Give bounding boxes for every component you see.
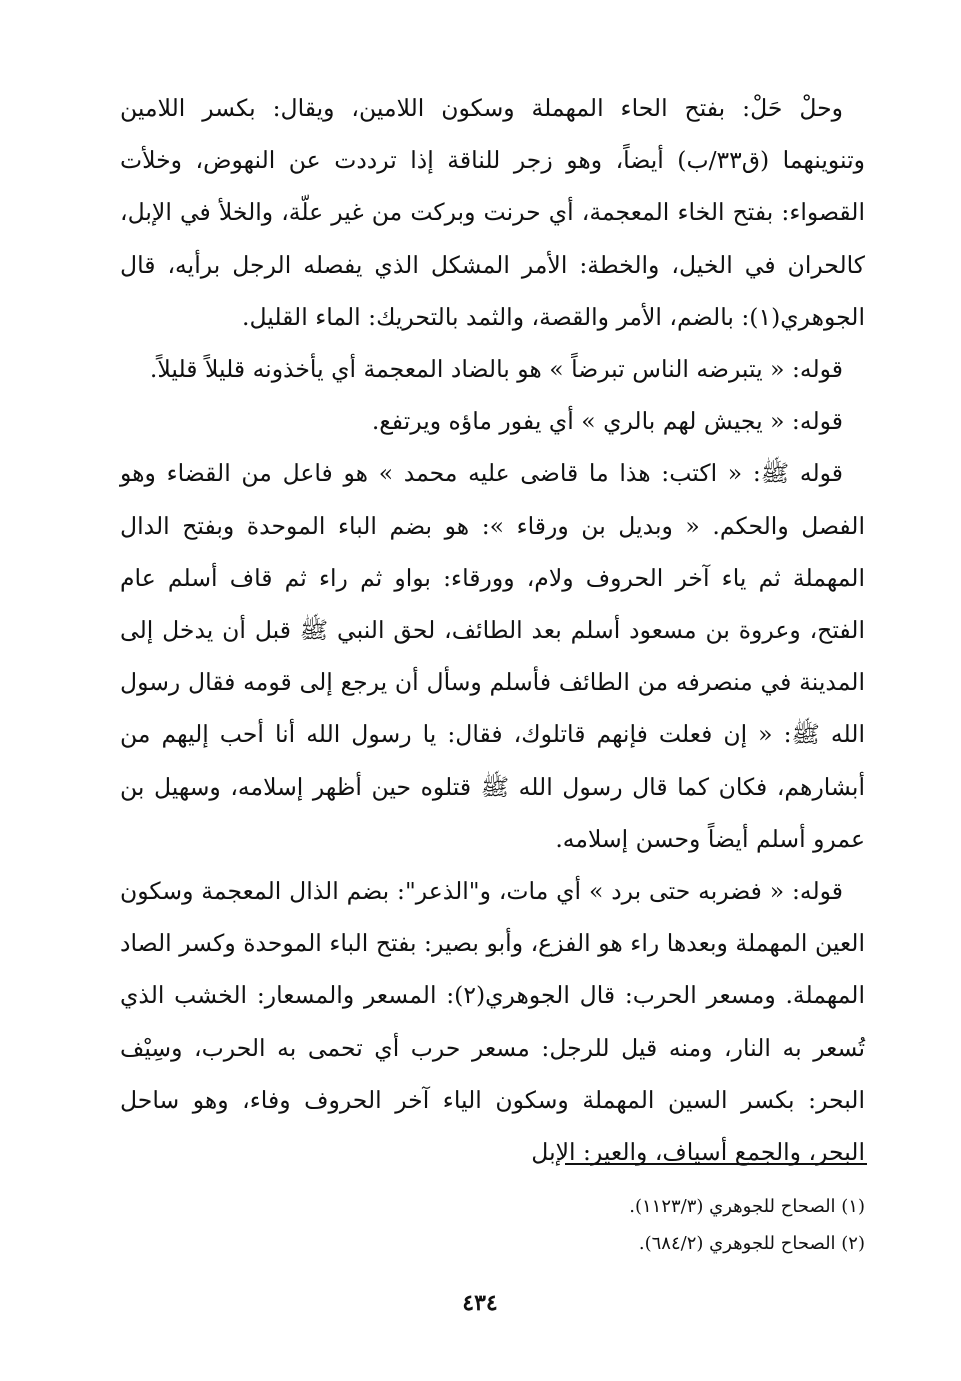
footnote-divider xyxy=(565,1163,867,1165)
main-text-block xyxy=(120,82,865,1178)
footnote-2: (٢) الصحاح للجوهري (٦٨٤/٢). xyxy=(638,1233,865,1254)
footnote-1: (١) الصحاح للجوهري (١١٢٣/٣). xyxy=(629,1196,865,1217)
footnotes xyxy=(305,1188,865,1262)
paragraph-4: قوله ﷺ: « اكتب: هذا ما قاضى عليه محمد » هو فاعل من القضاء وهو الفصل والحكم. « وبديل بن ورقاء »: هو بضم الباء الموحدة وبفتح الدال المهملة ثم ياء آخر الحروف ولام، وورقاء: بواو ثم راء ثم قاف أسلم عام الفتح، وعروة بن مسعود أسلم بعد الطائف، لحق النبي ﷺ قبل أن يدخل إلى المدينة في منصرفه من الطائف فأسلم وسأل أن يرجع إلى قومه فقال رسول الله ﷺ: « إن فعلت فإنهم قاتلوك، فقال: يا رسول الله أنا أحب إليهم من أبشارهم، فكان كما قال رسول الله ﷺ قتلوه حين أظهر إسلامه، وسهيل بن عمرو أسلم أيضاً وحسن إسلامه. xyxy=(120,459,865,853)
paragraph-3: قوله: « يجيش لهم بالري » أي يفور ماؤه ويرتفع. xyxy=(371,407,843,436)
paragraph-2: قوله: « يتبرضه الناس تبرضاً » هو بالضاد المعجمة أي يأخذونه قليلاً قليلاً. xyxy=(149,355,843,384)
paragraph-5: قوله: « فضربه حتى برد » أي مات، و"الذعر": بضم الذال المعجمة وسكون العين المهملة وبعدها راء هو الفزع، وأبو بصير: بفتح الباء الموحدة وكسر الصاد المهملة. ومسعر الحرب: قال الجوهري(٢): المسعر والمسعار: الخشب الذي تُسعر به النار، ومنه قيل للرجل: مسعر حرب أي تحمى به الحرب، وسِيْف البحر: بكسر السين المهملة وسكون الياء آخر الحروف وفاء، وهو ساحل البحر، والجمع أسياف، والعير: الإبل xyxy=(120,877,865,1167)
page-number: ٤٣٤ xyxy=(462,1290,498,1316)
paragraph-1: وحلْ حَلْ: بفتح الحاء المهملة وسكون اللامين، ويقال: بكسر اللامين وتنوينهما (ق٣٣/ب) أيضاً، وهو زجر للناقة إذا ترددت عن النهوض، وخلأت القصواء: بفتح الخاء المعجمة، أي حرنت وبركت من غير علّة، والخلأ في الإبل، كالحران في الخيل، والخطة: الأمر المشكل الذي يفصله الرجل برأيه، قال الجوهري(١): بالضم، الأمر والقصة، والثمد بالتحريك: الماء القليل. xyxy=(120,94,865,331)
